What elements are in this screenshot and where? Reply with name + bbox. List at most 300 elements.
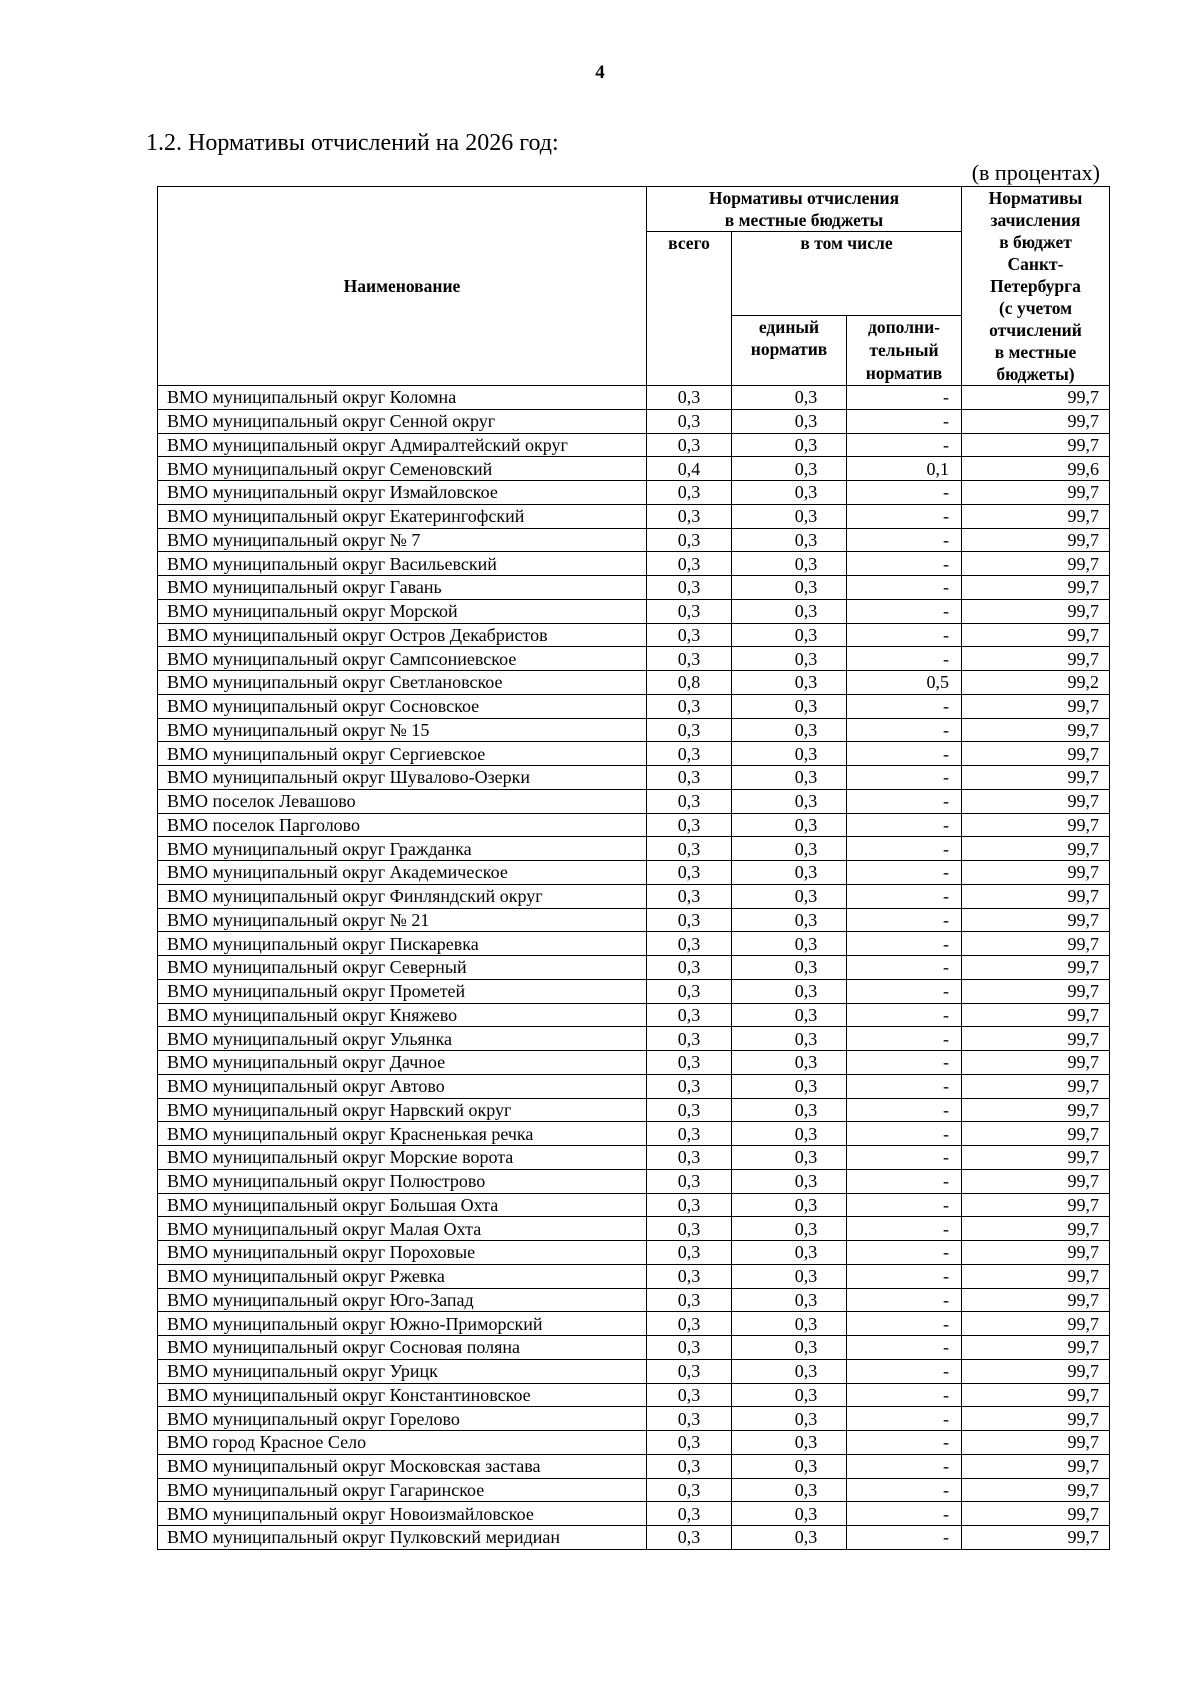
row-name: ВМО муниципальный округ Урицк: [158, 1359, 647, 1383]
row-budget: 99,7: [962, 766, 1110, 790]
row-edin: 0,3: [732, 1264, 847, 1288]
row-edin: 0,3: [732, 908, 847, 932]
row-budget: 99,7: [962, 623, 1110, 647]
row-edin: 0,3: [732, 576, 847, 600]
row-vsego: 0,3: [647, 1193, 732, 1217]
row-edin: 0,3: [732, 718, 847, 742]
table-row: [158, 1051, 1110, 1075]
row-vsego: 0,3: [647, 766, 732, 790]
row-dop: -: [847, 623, 962, 647]
table-row: [158, 813, 1110, 837]
units-note: (в процентах): [971, 160, 1100, 185]
row-name: ВМО муниципальный округ Академическое: [158, 861, 647, 885]
row-name: ВМО муниципальный округ № 21: [158, 908, 647, 932]
header-budget-line: (с учетом: [998, 298, 1073, 318]
table-row: [158, 409, 1110, 433]
header-budget-line: зачисления: [990, 210, 1081, 230]
header-budget-line: Санкт-: [1007, 254, 1064, 274]
row-name: ВМО муниципальный округ Коломна: [158, 386, 647, 410]
row-budget: 99,7: [962, 979, 1110, 1003]
row-budget: 99,7: [962, 1169, 1110, 1193]
row-budget: 99,7: [962, 1241, 1110, 1265]
row-dop: -: [847, 718, 962, 742]
table-row: [158, 1169, 1110, 1193]
table-row: [158, 599, 1110, 623]
row-vsego: 0,3: [647, 481, 732, 505]
row-budget: 99,7: [962, 1312, 1110, 1336]
header-vtom-chisle-label: в том числе: [800, 233, 893, 253]
table-row: [158, 1122, 1110, 1146]
row-edin: 0,3: [732, 1122, 847, 1146]
row-edin: 0,3: [732, 504, 847, 528]
row-edin: 0,3: [732, 932, 847, 956]
row-budget: 99,7: [962, 1383, 1110, 1407]
table-row: [158, 908, 1110, 932]
row-name: ВМО муниципальный округ Морской: [158, 599, 647, 623]
row-edin: 0,3: [732, 1288, 847, 1312]
row-name: ВМО муниципальный округ Пороховые: [158, 1241, 647, 1265]
row-dop: -: [847, 694, 962, 718]
row-dop: -: [847, 979, 962, 1003]
row-name: ВМО муниципальный округ Красненькая речка: [158, 1122, 647, 1146]
norms-table: [157, 186, 1110, 1550]
row-vsego: 0,3: [647, 1526, 732, 1550]
table-row: [158, 671, 1110, 695]
row-edin: 0,3: [732, 1312, 847, 1336]
row-edin: 0,3: [732, 694, 847, 718]
row-name: ВМО муниципальный округ Московская застава: [158, 1454, 647, 1478]
table-row: [158, 528, 1110, 552]
row-edin: 0,3: [732, 1098, 847, 1122]
row-edin: 0,3: [732, 1027, 847, 1051]
section-title: 1.2. Нормативы отчислений на 2026 год:: [146, 130, 559, 156]
row-edin: 0,3: [732, 884, 847, 908]
row-edin: 0,3: [732, 979, 847, 1003]
row-dop: -: [847, 789, 962, 813]
row-edin: 0,3: [732, 837, 847, 861]
header-edin-line: норматив: [750, 339, 828, 359]
row-vsego: 0,3: [647, 528, 732, 552]
row-vsego: 0,3: [647, 1478, 732, 1502]
row-name: ВМО муниципальный округ Пискаревка: [158, 932, 647, 956]
row-name: ВМО муниципальный округ Остров Декабристов: [158, 623, 647, 647]
row-dop: -: [847, 1003, 962, 1027]
table-row: [158, 932, 1110, 956]
row-name: ВМО муниципальный округ Сампсониевское: [158, 647, 647, 671]
row-edin: 0,3: [732, 1051, 847, 1075]
row-name: ВМО муниципальный округ Сосновское: [158, 694, 647, 718]
row-budget: 99,7: [962, 837, 1110, 861]
row-vsego: 0,3: [647, 623, 732, 647]
table-row: [158, 718, 1110, 742]
row-dop: -: [847, 813, 962, 837]
table-row: [158, 1027, 1110, 1051]
row-edin: 0,3: [732, 742, 847, 766]
row-name: ВМО муниципальный округ Дачное: [158, 1051, 647, 1075]
row-budget: 99,7: [962, 1098, 1110, 1122]
row-name: ВМО муниципальный округ Измайловское: [158, 481, 647, 505]
row-name: ВМО муниципальный округ Морские ворота: [158, 1146, 647, 1170]
row-budget: 99,7: [962, 1502, 1110, 1526]
table-row: [158, 1383, 1110, 1407]
table-row: [158, 861, 1110, 885]
row-budget: 99,7: [962, 1526, 1110, 1550]
row-dop: -: [847, 433, 962, 457]
row-budget: 99,7: [962, 1264, 1110, 1288]
row-budget: 99,7: [962, 908, 1110, 932]
row-dop: -: [847, 1241, 962, 1265]
row-budget: 99,7: [962, 1407, 1110, 1431]
row-dop: -: [847, 742, 962, 766]
table-row: [158, 1431, 1110, 1455]
table-row: [158, 1359, 1110, 1383]
row-vsego: 0,3: [647, 956, 732, 980]
table-row: [158, 1454, 1110, 1478]
row-dop: 0,5: [847, 671, 962, 695]
row-budget: 99,7: [962, 433, 1110, 457]
row-budget: 99,7: [962, 647, 1110, 671]
row-budget: 99,7: [962, 1336, 1110, 1360]
row-edin: 0,3: [732, 1146, 847, 1170]
header-local-budgets: [647, 187, 962, 232]
row-dop: -: [847, 409, 962, 433]
row-edin: 0,3: [732, 1431, 847, 1455]
row-name: ВМО муниципальный округ Екатерингофский: [158, 504, 647, 528]
row-dop: -: [847, 481, 962, 505]
table-row: [158, 1526, 1110, 1550]
row-name: ВМО муниципальный округ Большая Охта: [158, 1193, 647, 1217]
row-vsego: 0,3: [647, 433, 732, 457]
row-edin: 0,3: [732, 813, 847, 837]
table-row: [158, 1407, 1110, 1431]
row-vsego: 0,3: [647, 1407, 732, 1431]
row-edin: 0,3: [732, 599, 847, 623]
row-name: ВМО муниципальный округ Васильевский: [158, 552, 647, 576]
row-name: ВМО муниципальный округ Светлановское: [158, 671, 647, 695]
row-budget: 99,7: [962, 1051, 1110, 1075]
row-vsego: 0,3: [647, 1074, 732, 1098]
row-vsego: 0,3: [647, 884, 732, 908]
row-vsego: 0,3: [647, 647, 732, 671]
row-vsego: 0,3: [647, 837, 732, 861]
header-edin-line: единый: [758, 317, 820, 337]
row-vsego: 0,3: [647, 576, 732, 600]
row-budget: 99,7: [962, 504, 1110, 528]
row-name: ВМО муниципальный округ Гавань: [158, 576, 647, 600]
row-dop: -: [847, 1359, 962, 1383]
row-dop: -: [847, 837, 962, 861]
row-edin: 0,3: [732, 789, 847, 813]
table-row: [158, 766, 1110, 790]
row-vsego: 0,3: [647, 1217, 732, 1241]
row-budget: 99,7: [962, 599, 1110, 623]
row-vsego: 0,3: [647, 1502, 732, 1526]
row-edin: 0,3: [732, 766, 847, 790]
header-name: [158, 187, 647, 386]
row-name: ВМО муниципальный округ № 7: [158, 528, 647, 552]
row-dop: -: [847, 576, 962, 600]
row-vsego: 0,3: [647, 409, 732, 433]
row-name: ВМО муниципальный округ Юго-Запад: [158, 1288, 647, 1312]
row-dop: -: [847, 1098, 962, 1122]
header-dop-line: тельный: [869, 340, 939, 360]
row-dop: -: [847, 1193, 962, 1217]
row-budget: 99,7: [962, 956, 1110, 980]
table-row: [158, 979, 1110, 1003]
row-dop: -: [847, 932, 962, 956]
header-vsego-label: всего: [668, 233, 710, 253]
row-dop: -: [847, 1122, 962, 1146]
header-edin: [732, 316, 847, 386]
row-dop: -: [847, 1502, 962, 1526]
table-row: [158, 884, 1110, 908]
row-vsego: 0,3: [647, 386, 732, 410]
row-edin: 0,3: [732, 671, 847, 695]
row-budget: 99,7: [962, 528, 1110, 552]
row-vsego: 0,3: [647, 979, 732, 1003]
row-dop: -: [847, 1074, 962, 1098]
row-dop: -: [847, 1217, 962, 1241]
table-row: [158, 1193, 1110, 1217]
header-name-label: Наименование: [343, 276, 461, 296]
row-name: ВМО муниципальный округ Адмиралтейский округ: [158, 433, 647, 457]
row-budget: 99,7: [962, 1431, 1110, 1455]
row-edin: 0,3: [732, 481, 847, 505]
row-vsego: 0,3: [647, 1383, 732, 1407]
row-budget: 99,7: [962, 1288, 1110, 1312]
row-vsego: 0,3: [647, 694, 732, 718]
row-vsego: 0,3: [647, 1312, 732, 1336]
row-dop: -: [847, 1336, 962, 1360]
table-row: [158, 1264, 1110, 1288]
row-vsego: 0,3: [647, 1098, 732, 1122]
table-row: [158, 1502, 1110, 1526]
table-row: [158, 504, 1110, 528]
table-row: [158, 386, 1110, 410]
row-name: ВМО муниципальный округ Княжево: [158, 1003, 647, 1027]
row-vsego: 0,3: [647, 1027, 732, 1051]
row-name: ВМО муниципальный округ Гагаринское: [158, 1478, 647, 1502]
row-budget: 99,7: [962, 1122, 1110, 1146]
row-edin: 0,3: [732, 1454, 847, 1478]
row-edin: 0,3: [732, 1526, 847, 1550]
row-dop: -: [847, 1288, 962, 1312]
row-edin: 0,3: [732, 647, 847, 671]
row-name: ВМО муниципальный округ Полюстрово: [158, 1169, 647, 1193]
row-budget: 99,7: [962, 1027, 1110, 1051]
row-dop: 0,1: [847, 457, 962, 481]
row-dop: -: [847, 386, 962, 410]
row-edin: 0,3: [732, 1003, 847, 1027]
row-name: ВМО муниципальный округ Сенной округ: [158, 409, 647, 433]
row-vsego: 0,3: [647, 1359, 732, 1383]
table-row: [158, 1478, 1110, 1502]
row-name: ВМО муниципальный округ Пулковский меридиан: [158, 1526, 647, 1550]
row-edin: 0,3: [732, 861, 847, 885]
row-budget: 99,7: [962, 718, 1110, 742]
row-budget: 99,7: [962, 409, 1110, 433]
row-name: ВМО муниципальный округ Новоизмайловское: [158, 1502, 647, 1526]
row-name: ВМО муниципальный округ Шувалово-Озерки: [158, 766, 647, 790]
row-name: ВМО муниципальный округ Финляндский округ: [158, 884, 647, 908]
table-row: [158, 1098, 1110, 1122]
header-budget-line: бюджеты): [996, 364, 1075, 384]
row-vsego: 0,3: [647, 1146, 732, 1170]
row-budget: 99,7: [962, 1454, 1110, 1478]
row-name: ВМО муниципальный округ Малая Охта: [158, 1217, 647, 1241]
row-vsego: 0,3: [647, 861, 732, 885]
row-edin: 0,3: [732, 386, 847, 410]
table-body: [158, 386, 1110, 1550]
row-vsego: 0,3: [647, 718, 732, 742]
row-edin: 0,3: [732, 1193, 847, 1217]
row-edin: 0,3: [732, 552, 847, 576]
header-local-line: в местные бюджеты: [724, 210, 884, 230]
row-edin: 0,3: [732, 956, 847, 980]
header-dop-line: норматив: [865, 363, 943, 383]
row-budget: 99,7: [962, 884, 1110, 908]
row-budget: 99,7: [962, 1146, 1110, 1170]
row-vsego: 0,3: [647, 1169, 732, 1193]
row-edin: 0,3: [732, 1359, 847, 1383]
row-budget: 99,7: [962, 1193, 1110, 1217]
row-budget: 99,7: [962, 694, 1110, 718]
row-budget: 99,7: [962, 1359, 1110, 1383]
row-dop: -: [847, 599, 962, 623]
header-budget-line: Петербурга: [990, 276, 1081, 296]
table-row: [158, 789, 1110, 813]
header-vsego: [647, 232, 732, 386]
row-vsego: 0,3: [647, 789, 732, 813]
table-header: [158, 187, 1110, 386]
row-name: ВМО муниципальный округ Сосновая поляна: [158, 1336, 647, 1360]
row-dop: -: [847, 1312, 962, 1336]
row-vsego: 0,3: [647, 1336, 732, 1360]
row-name: ВМО муниципальный округ Северный: [158, 956, 647, 980]
table-row: [158, 1003, 1110, 1027]
header-spb-budget: [962, 187, 1110, 386]
row-name: ВМО муниципальный округ Семеновский: [158, 457, 647, 481]
row-vsego: 0,3: [647, 1264, 732, 1288]
row-budget: 99,7: [962, 1074, 1110, 1098]
row-name: ВМО муниципальный округ Константиновское: [158, 1383, 647, 1407]
row-vsego: 0,3: [647, 1288, 732, 1312]
header-budget-line: Нормативы: [988, 188, 1083, 208]
table-row: [158, 1146, 1110, 1170]
row-name: ВМО муниципальный округ Сергиевское: [158, 742, 647, 766]
row-name: ВМО муниципальный округ Горелово: [158, 1407, 647, 1431]
row-name: ВМО поселок Левашово: [158, 789, 647, 813]
row-budget: 99,7: [962, 932, 1110, 956]
row-dop: -: [847, 1264, 962, 1288]
row-vsego: 0,3: [647, 599, 732, 623]
table-row: [158, 481, 1110, 505]
table-row: [158, 1217, 1110, 1241]
row-dop: -: [847, 552, 962, 576]
row-edin: 0,3: [732, 409, 847, 433]
table-row: [158, 956, 1110, 980]
row-dop: -: [847, 1027, 962, 1051]
row-name: ВМО муниципальный округ Нарвский округ: [158, 1098, 647, 1122]
row-edin: 0,3: [732, 1383, 847, 1407]
table-row: [158, 1288, 1110, 1312]
row-edin: 0,3: [732, 433, 847, 457]
row-budget: 99,7: [962, 1478, 1110, 1502]
row-dop: -: [847, 647, 962, 671]
row-vsego: 0,3: [647, 504, 732, 528]
row-dop: -: [847, 1051, 962, 1075]
row-dop: -: [847, 1454, 962, 1478]
row-vsego: 0,3: [647, 1122, 732, 1146]
row-dop: -: [847, 1407, 962, 1431]
row-edin: 0,3: [732, 1502, 847, 1526]
row-name: ВМО муниципальный округ Гражданка: [158, 837, 647, 861]
row-vsego: 0,3: [647, 1454, 732, 1478]
header-vtom-chisle: [732, 232, 962, 316]
table-row: [158, 623, 1110, 647]
row-dop: -: [847, 528, 962, 552]
row-edin: 0,3: [732, 457, 847, 481]
row-vsego: 0,3: [647, 908, 732, 932]
table-row: [158, 1241, 1110, 1265]
header-local-line: Нормативы отчисления: [708, 188, 900, 208]
row-dop: -: [847, 1169, 962, 1193]
row-budget: 99,7: [962, 1217, 1110, 1241]
table-row: [158, 1336, 1110, 1360]
row-vsego: 0,3: [647, 742, 732, 766]
row-edin: 0,3: [732, 1217, 847, 1241]
row-dop: -: [847, 1146, 962, 1170]
row-edin: 0,3: [732, 1478, 847, 1502]
header-budget-line: в бюджет: [999, 232, 1072, 252]
table-row: [158, 837, 1110, 861]
row-budget: 99,6: [962, 457, 1110, 481]
row-edin: 0,3: [732, 1336, 847, 1360]
row-edin: 0,3: [732, 1241, 847, 1265]
row-vsego: 0,3: [647, 1051, 732, 1075]
row-dop: -: [847, 766, 962, 790]
row-dop: -: [847, 1431, 962, 1455]
row-name: ВМО муниципальный округ Прометей: [158, 979, 647, 1003]
row-vsego: 0,3: [647, 1241, 732, 1265]
row-budget: 99,7: [962, 552, 1110, 576]
row-name: ВМО город Красное Село: [158, 1431, 647, 1455]
table-row: [158, 1312, 1110, 1336]
row-vsego: 0,3: [647, 813, 732, 837]
header-budget-line: отчислений: [989, 320, 1082, 340]
row-dop: -: [847, 1478, 962, 1502]
table-row: [158, 694, 1110, 718]
table-row: [158, 552, 1110, 576]
row-dop: -: [847, 1526, 962, 1550]
row-budget: 99,7: [962, 813, 1110, 837]
row-vsego: 0,3: [647, 552, 732, 576]
row-edin: 0,3: [732, 528, 847, 552]
row-vsego: 0,3: [647, 932, 732, 956]
row-budget: 99,7: [962, 481, 1110, 505]
table-row: [158, 457, 1110, 481]
row-budget: 99,7: [962, 386, 1110, 410]
row-name: ВМО муниципальный округ Южно-Приморский: [158, 1312, 647, 1336]
row-dop: -: [847, 884, 962, 908]
row-name: ВМО муниципальный округ Ульянка: [158, 1027, 647, 1051]
row-budget: 99,7: [962, 1003, 1110, 1027]
table-row: [158, 576, 1110, 600]
row-name: ВМО муниципальный округ Автово: [158, 1074, 647, 1098]
row-budget: 99,7: [962, 789, 1110, 813]
row-edin: 0,3: [732, 1074, 847, 1098]
row-edin: 0,3: [732, 1407, 847, 1431]
